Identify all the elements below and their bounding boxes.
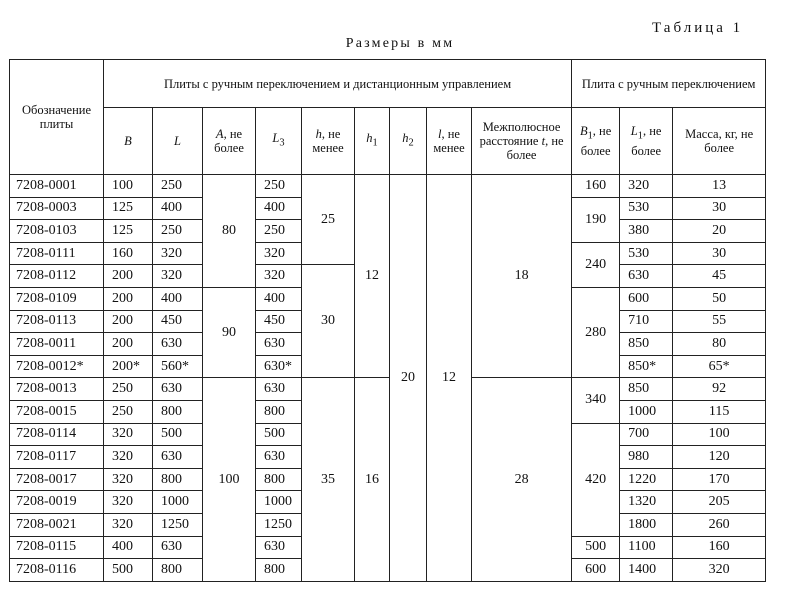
header-L1: $L_1$, не более bbox=[620, 108, 673, 175]
cell-code: 7208-0112 bbox=[10, 265, 104, 288]
header-A: A, не более bbox=[203, 108, 256, 175]
cell-code: 7208-0116 bbox=[10, 559, 104, 582]
header-row-columns bbox=[10, 108, 766, 175]
cell-code: 7208-0109 bbox=[10, 287, 104, 310]
cell-L: 320 bbox=[153, 265, 203, 288]
cell-B: 320 bbox=[104, 423, 153, 446]
cell-L: 800 bbox=[153, 468, 203, 491]
cell-L: 250 bbox=[153, 220, 203, 243]
cell-h1-merged: 16 bbox=[355, 378, 390, 581]
cell-A-merged: 90 bbox=[203, 287, 256, 377]
cell-L: 1250 bbox=[153, 513, 203, 536]
plate-sizes-table bbox=[9, 59, 766, 582]
cell-L1: 530 bbox=[620, 197, 673, 220]
cell-B: 320 bbox=[104, 491, 153, 514]
cell-mass: 92 bbox=[673, 378, 766, 401]
cell-L1: 700 bbox=[620, 423, 673, 446]
cell-B: 200 bbox=[104, 265, 153, 288]
cell-L3: 630 bbox=[256, 446, 302, 469]
cell-B1: 160 bbox=[572, 175, 620, 198]
cell-L3: 630* bbox=[256, 355, 302, 378]
cell-L3: 630 bbox=[256, 333, 302, 356]
cell-mass: 20 bbox=[673, 220, 766, 243]
cell-mass: 205 bbox=[673, 491, 766, 514]
cell-L3: 250 bbox=[256, 220, 302, 243]
cell-code: 7208-0001 bbox=[10, 175, 104, 198]
cell-code: 7208-0117 bbox=[10, 446, 104, 469]
header-group-remote: Плиты с ручным переключением и дистанционным управлением bbox=[104, 60, 572, 108]
cell-L1: 1320 bbox=[620, 491, 673, 514]
cell-mass: 120 bbox=[673, 446, 766, 469]
cell-L1: 530 bbox=[620, 242, 673, 265]
cell-h-merged: 35 bbox=[302, 378, 355, 581]
header-mass: Масса, кг, не более bbox=[673, 108, 766, 175]
cell-code: 7208-0115 bbox=[10, 536, 104, 559]
header-h: h, не менее bbox=[302, 108, 355, 175]
cell-mass: 160 bbox=[673, 536, 766, 559]
cell-L1: 1400 bbox=[620, 559, 673, 582]
header-L: L bbox=[153, 108, 203, 175]
cell-L1: 600 bbox=[620, 287, 673, 310]
cell-L3: 1250 bbox=[256, 513, 302, 536]
header-l: l, не менее bbox=[427, 108, 472, 175]
cell-L3: 320 bbox=[256, 242, 302, 265]
header-B1: $B_1$, не более bbox=[572, 108, 620, 175]
cell-L: 800 bbox=[153, 400, 203, 423]
cell-L: 250 bbox=[153, 175, 203, 198]
cell-L3: 800 bbox=[256, 400, 302, 423]
header-designation: Обозначение плиты bbox=[10, 60, 104, 175]
header-h1: $h_1$ bbox=[355, 108, 390, 175]
cell-mass: 65* bbox=[673, 355, 766, 378]
cell-L: 800 bbox=[153, 559, 203, 582]
cell-code: 7208-0021 bbox=[10, 513, 104, 536]
cell-L1: 710 bbox=[620, 310, 673, 333]
cell-code: 7208-0012* bbox=[10, 355, 104, 378]
cell-B1: 500 bbox=[572, 536, 620, 559]
cell-L: 630 bbox=[153, 333, 203, 356]
cell-L: 630 bbox=[153, 446, 203, 469]
cell-L1: 320 bbox=[620, 175, 673, 198]
cell-code: 7208-0015 bbox=[10, 400, 104, 423]
cell-L: 560* bbox=[153, 355, 203, 378]
cell-B: 320 bbox=[104, 468, 153, 491]
cell-code: 7208-0013 bbox=[10, 378, 104, 401]
cell-h2-merged: 20 bbox=[390, 175, 427, 582]
table-row bbox=[10, 378, 766, 401]
cell-L: 450 bbox=[153, 310, 203, 333]
cell-B: 200 bbox=[104, 310, 153, 333]
cell-L3: 450 bbox=[256, 310, 302, 333]
cell-mass: 100 bbox=[673, 423, 766, 446]
cell-mass: 320 bbox=[673, 559, 766, 582]
cell-mass: 30 bbox=[673, 197, 766, 220]
cell-mass: 115 bbox=[673, 400, 766, 423]
cell-mass: 30 bbox=[673, 242, 766, 265]
cell-B: 200 bbox=[104, 287, 153, 310]
cell-code: 7208-0103 bbox=[10, 220, 104, 243]
cell-mass: 50 bbox=[673, 287, 766, 310]
cell-L3: 250 bbox=[256, 175, 302, 198]
header-row-groups bbox=[10, 60, 766, 108]
cell-mass: 13 bbox=[673, 175, 766, 198]
cell-code: 7208-0011 bbox=[10, 333, 104, 356]
cell-h1-merged: 12 bbox=[355, 175, 390, 378]
table-row bbox=[10, 175, 766, 198]
units-caption: Размеры в мм bbox=[345, 36, 455, 51]
cell-L1: 630 bbox=[620, 265, 673, 288]
cell-B1: 600 bbox=[572, 559, 620, 582]
header-t: Межполюсное расстояние t, не более bbox=[472, 108, 572, 175]
cell-L1: 850 bbox=[620, 333, 673, 356]
cell-h-merged: 25 bbox=[302, 175, 355, 265]
cell-L: 630 bbox=[153, 536, 203, 559]
cell-L3: 400 bbox=[256, 197, 302, 220]
cell-L3: 400 bbox=[256, 287, 302, 310]
cell-L3: 630 bbox=[256, 378, 302, 401]
cell-mass: 260 bbox=[673, 513, 766, 536]
cell-B1-merged: 420 bbox=[572, 423, 620, 536]
cell-L3: 320 bbox=[256, 265, 302, 288]
cell-A-merged: 80 bbox=[203, 175, 256, 288]
cell-B: 250 bbox=[104, 378, 153, 401]
cell-L3: 500 bbox=[256, 423, 302, 446]
cell-B: 320 bbox=[104, 446, 153, 469]
cell-B1-merged: 340 bbox=[572, 378, 620, 423]
cell-L: 400 bbox=[153, 287, 203, 310]
cell-code: 7208-0019 bbox=[10, 491, 104, 514]
cell-B1-merged: 240 bbox=[572, 242, 620, 287]
cell-B: 160 bbox=[104, 242, 153, 265]
cell-code: 7208-0113 bbox=[10, 310, 104, 333]
cell-L: 400 bbox=[153, 197, 203, 220]
cell-code: 7208-0003 bbox=[10, 197, 104, 220]
cell-L3: 800 bbox=[256, 468, 302, 491]
cell-mass: 170 bbox=[673, 468, 766, 491]
cell-L1: 1220 bbox=[620, 468, 673, 491]
cell-L1: 1100 bbox=[620, 536, 673, 559]
cell-L: 1000 bbox=[153, 491, 203, 514]
cell-code: 7208-0111 bbox=[10, 242, 104, 265]
cell-B: 200 bbox=[104, 333, 153, 356]
cell-B: 250 bbox=[104, 400, 153, 423]
cell-B1-merged: 190 bbox=[572, 197, 620, 242]
cell-L1: 1000 bbox=[620, 400, 673, 423]
cell-L3: 1000 bbox=[256, 491, 302, 514]
cell-L1: 850 bbox=[620, 378, 673, 401]
cell-mass: 55 bbox=[673, 310, 766, 333]
cell-B: 500 bbox=[104, 559, 153, 582]
cell-B: 320 bbox=[104, 513, 153, 536]
table-number-caption: Таблица 1 bbox=[652, 20, 744, 36]
cell-L3: 630 bbox=[256, 536, 302, 559]
cell-mass: 45 bbox=[673, 265, 766, 288]
header-h2: $h_2$ bbox=[390, 108, 427, 175]
cell-mass: 80 bbox=[673, 333, 766, 356]
cell-h-merged: 30 bbox=[302, 265, 355, 378]
header-L3: $L_3$ bbox=[256, 108, 302, 175]
cell-L1: 850* bbox=[620, 355, 673, 378]
cell-B: 125 bbox=[104, 197, 153, 220]
header-group-manual: Плита с ручным переключением bbox=[572, 60, 766, 108]
cell-t-merged: 18 bbox=[472, 175, 572, 378]
cell-B: 200* bbox=[104, 355, 153, 378]
cell-L1: 1800 bbox=[620, 513, 673, 536]
cell-B: 400 bbox=[104, 536, 153, 559]
cell-L: 320 bbox=[153, 242, 203, 265]
header-B: B bbox=[104, 108, 153, 175]
cell-t-merged: 28 bbox=[472, 378, 572, 581]
cell-B: 100 bbox=[104, 175, 153, 198]
cell-B: 125 bbox=[104, 220, 153, 243]
cell-code: 7208-0017 bbox=[10, 468, 104, 491]
cell-L1: 380 bbox=[620, 220, 673, 243]
cell-L3: 800 bbox=[256, 559, 302, 582]
cell-L1: 980 bbox=[620, 446, 673, 469]
cell-L: 500 bbox=[153, 423, 203, 446]
cell-B1-merged: 280 bbox=[572, 287, 620, 377]
cell-A-merged: 100 bbox=[203, 378, 256, 581]
cell-L: 630 bbox=[153, 378, 203, 401]
cell-l-merged: 12 bbox=[427, 175, 472, 582]
cell-code: 7208-0114 bbox=[10, 423, 104, 446]
